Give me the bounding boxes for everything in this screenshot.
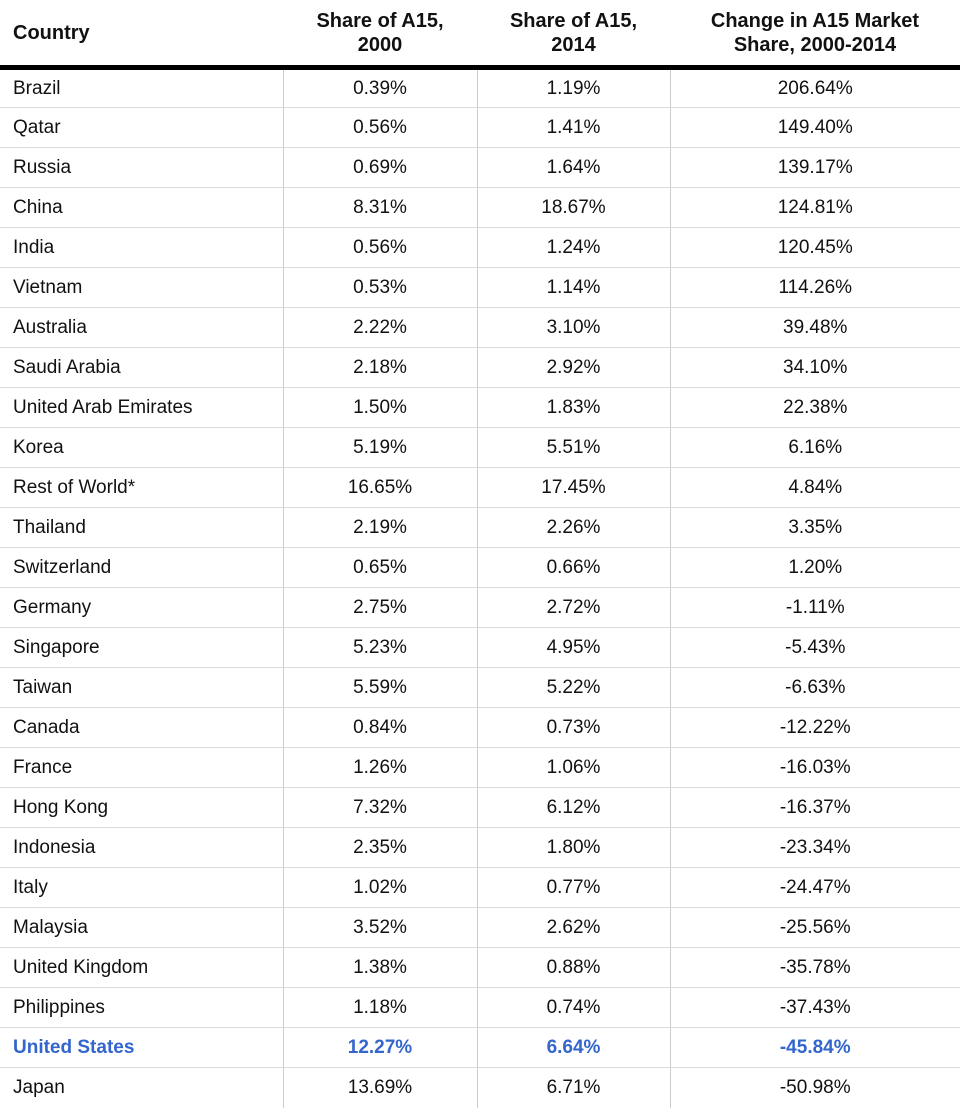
change-cell: 22.38%	[670, 388, 960, 428]
change-cell: 206.64%	[670, 68, 960, 108]
country-cell: Indonesia	[0, 828, 283, 868]
share-2014-cell: 17.45%	[477, 468, 670, 508]
country-cell: Japan	[13, 1076, 65, 1098]
country-cell: Philippines	[0, 988, 283, 1028]
share-2000-cell: 2.18%	[283, 348, 477, 388]
country-cell: Rest of World*	[0, 468, 283, 508]
share-2014-cell: 1.24%	[477, 228, 670, 268]
share-2000-cell: 1.26%	[283, 748, 477, 788]
table-row	[0, 228, 960, 268]
country-cell: India	[0, 228, 283, 268]
header-row	[0, 0, 960, 68]
share-2000-cell: 8.31%	[283, 188, 477, 228]
table-row	[0, 1028, 960, 1068]
share-2000-cell: 2.22%	[283, 308, 477, 348]
table-row	[0, 588, 960, 628]
table-row	[0, 508, 960, 548]
table-row	[0, 868, 960, 908]
country-cell: Saudi Arabia	[0, 348, 283, 388]
share-2014-cell: 0.74%	[477, 988, 670, 1028]
country-cell: Vietnam	[0, 268, 283, 308]
share-2014-cell: 6.71%	[477, 1068, 670, 1108]
share-2014-cell: 3.10%	[477, 308, 670, 348]
country-cell: Germany	[0, 588, 283, 628]
country-cell: Canada	[0, 708, 283, 748]
country-cell: Italy	[0, 868, 283, 908]
share-2000-cell: 16.65%	[283, 468, 477, 508]
share-2014-cell: 1.19%	[477, 68, 670, 108]
header-label: Change in A15 Market	[710, 10, 920, 32]
table-row	[0, 788, 960, 828]
header-label: 2000	[357, 34, 403, 56]
change-cell: 3.35%	[670, 508, 960, 548]
share-2014-cell: 2.26%	[477, 508, 670, 548]
share-2014-cell: 0.66%	[477, 548, 670, 588]
table-row	[0, 908, 960, 948]
change-cell: -16.37%	[670, 788, 960, 828]
share-2000-cell: 1.38%	[283, 948, 477, 988]
share-2014-cell: 1.06%	[477, 748, 670, 788]
country-cell: Brazil	[0, 68, 283, 108]
table-row	[0, 188, 960, 228]
table-row	[0, 948, 960, 988]
header-label: Share of A15,	[316, 10, 444, 32]
country-cell: Australia	[0, 308, 283, 348]
share-2000-cell: 1.50%	[283, 388, 477, 428]
change-cell: 120.45%	[670, 228, 960, 268]
share-2014-cell: 1.83%	[477, 388, 670, 428]
share-2000-cell: 1.02%	[283, 868, 477, 908]
table-row	[0, 628, 960, 668]
header-label: 2014	[551, 34, 596, 56]
change-cell: -12.22%	[670, 708, 960, 748]
country-cell: Singapore	[0, 628, 283, 668]
share-2014-cell: 1.64%	[477, 148, 670, 188]
table-row	[0, 988, 960, 1028]
share-2014-cell: 2.62%	[477, 908, 670, 948]
table-body	[0, 68, 960, 1108]
share-2014-cell: 2.72%	[477, 588, 670, 628]
country-cell: Hong Kong	[0, 788, 283, 828]
share-2014-cell: 6.12%	[477, 788, 670, 828]
change-cell: -45.84%	[670, 1028, 960, 1068]
share-2000-cell: 0.69%	[283, 148, 477, 188]
table-row	[0, 388, 960, 428]
change-cell: -5.43%	[670, 628, 960, 668]
table-row	[0, 348, 960, 388]
country-cell: United States	[0, 1028, 283, 1068]
table-row	[0, 468, 960, 508]
share-2000-cell: 0.53%	[283, 268, 477, 308]
header-cell-share-2014	[477, 0, 670, 68]
change-cell: -6.63%	[670, 668, 960, 708]
share-2000-cell: 0.65%	[283, 548, 477, 588]
share-2000-cell: 3.52%	[283, 908, 477, 948]
change-cell: 6.16%	[670, 428, 960, 468]
country-cell: China	[0, 188, 283, 228]
share-2014-cell: 1.41%	[477, 108, 670, 148]
share-2000-cell: 5.23%	[283, 628, 477, 668]
change-cell: -37.43%	[670, 988, 960, 1028]
share-2014-cell: 1.14%	[477, 268, 670, 308]
country-cell: Korea	[0, 428, 283, 468]
header-cell-share-2000	[283, 0, 477, 68]
table-row	[0, 428, 960, 468]
change-cell: -25.56%	[670, 908, 960, 948]
table-row	[0, 1068, 960, 1108]
share-2000-cell: 1.18%	[283, 988, 477, 1028]
share-2000-cell: 7.32%	[283, 788, 477, 828]
table-row	[0, 828, 960, 868]
change-cell: -1.11%	[670, 588, 960, 628]
header-label: Country	[13, 22, 90, 44]
table-row	[0, 748, 960, 788]
change-cell: -23.34%	[670, 828, 960, 868]
share-2000-cell: 12.27%	[283, 1028, 477, 1068]
share-2000-cell: 5.19%	[283, 428, 477, 468]
share-2000-cell: 13.69%	[283, 1068, 477, 1108]
table-row	[0, 548, 960, 588]
header-cell-change	[670, 0, 960, 68]
table-row	[0, 708, 960, 748]
share-2014-cell: 4.95%	[477, 628, 670, 668]
change-cell: 4.84%	[670, 468, 960, 508]
change-cell: 34.10%	[670, 348, 960, 388]
table-row	[0, 68, 960, 108]
table-row	[0, 268, 960, 308]
share-2014-cell: 0.73%	[477, 708, 670, 748]
share-2000-cell: 2.35%	[283, 828, 477, 868]
table-row	[0, 148, 960, 188]
country-cell: Qatar	[0, 108, 283, 148]
country-cell: United Kingdom	[0, 948, 283, 988]
country-cell: France	[0, 748, 283, 788]
change-cell: 1.20%	[670, 548, 960, 588]
change-cell: -35.78%	[670, 948, 960, 988]
country-cell: Malaysia	[0, 908, 283, 948]
share-2014-cell: 0.77%	[477, 868, 670, 908]
change-cell: -50.98%	[670, 1068, 960, 1108]
country-cell: Russia	[0, 148, 283, 188]
share-2000-cell: 0.39%	[283, 68, 477, 108]
share-2000-cell: 5.59%	[283, 668, 477, 708]
change-cell: 114.26%	[670, 268, 960, 308]
change-cell: -24.47%	[670, 868, 960, 908]
country-cell: Switzerland	[0, 548, 283, 588]
change-cell: 124.81%	[670, 188, 960, 228]
share-2014-cell: 5.51%	[477, 428, 670, 468]
table-row	[0, 308, 960, 348]
country-cell: United Arab Emirates	[0, 388, 283, 428]
header-cell-country	[0, 0, 283, 68]
change-cell: 139.17%	[670, 148, 960, 188]
share-2000-cell: 0.84%	[283, 708, 477, 748]
header-label: Share of A15,	[509, 10, 638, 32]
share-2014-cell: 2.92%	[477, 348, 670, 388]
header-label: Share, 2000-2014	[733, 34, 897, 56]
share-2000-cell: 0.56%	[283, 228, 477, 268]
share-2014-cell: 18.67%	[477, 188, 670, 228]
share-2014-cell: 6.64%	[477, 1028, 670, 1068]
table-row	[0, 668, 960, 708]
share-2014-cell: 5.22%	[477, 668, 670, 708]
country-cell: Thailand	[0, 508, 283, 548]
share-2000-cell: 2.19%	[283, 508, 477, 548]
change-cell: -16.03%	[670, 748, 960, 788]
change-cell: 39.48%	[670, 308, 960, 348]
share-2014-cell: 1.80%	[477, 828, 670, 868]
change-cell: 149.40%	[670, 108, 960, 148]
share-2000-cell: 0.56%	[283, 108, 477, 148]
share-2014-cell: 0.88%	[477, 948, 670, 988]
share-2000-cell: 2.75%	[283, 588, 477, 628]
country-cell: Taiwan	[0, 668, 283, 708]
table-row	[0, 108, 960, 148]
